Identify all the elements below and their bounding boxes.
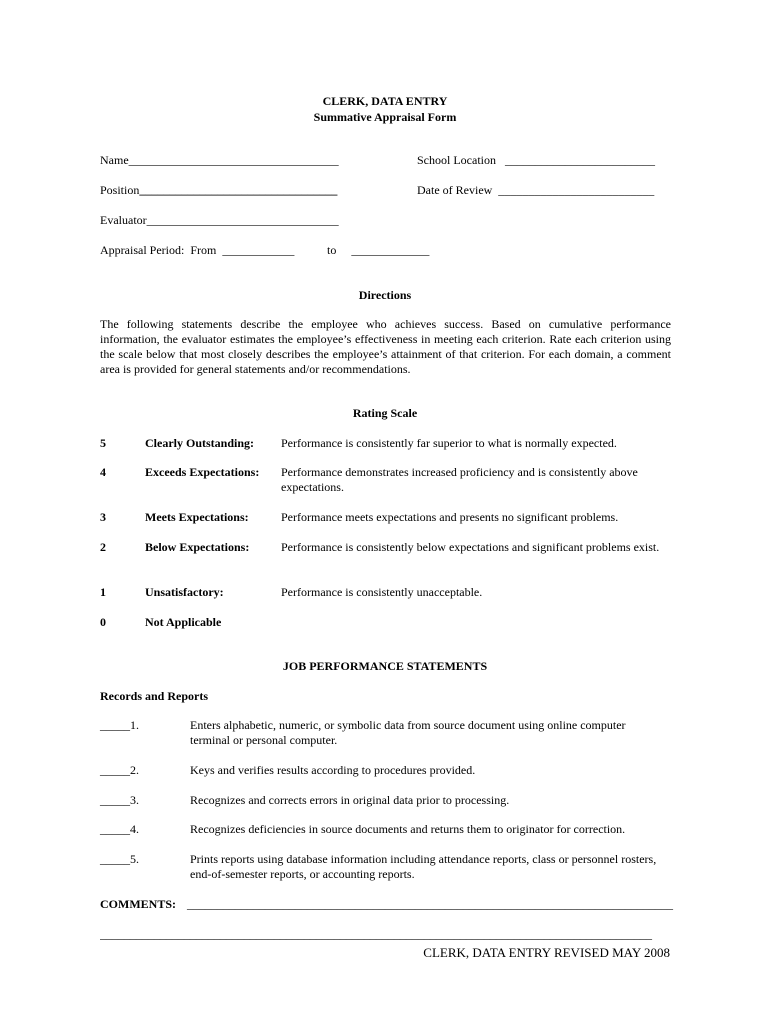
rating-description: Performance is consistently below expectations and significant problems exist. bbox=[281, 540, 660, 554]
job-performance-heading: JOB PERFORMANCE STATEMENTS bbox=[282, 659, 488, 673]
rating-description: Performance demonstrates increased proficiency and is consistently above expectations. bbox=[281, 465, 638, 494]
footer-text: CLERK, DATA ENTRY REVISED MAY 2008 bbox=[423, 945, 670, 960]
rating-scale-heading: Rating Scale bbox=[352, 406, 418, 420]
rating-blank[interactable]: _____1. bbox=[100, 718, 139, 732]
section-heading: Records and Reports bbox=[100, 689, 208, 703]
comments-field[interactable]: _________________________________________________________________________________ bbox=[187, 897, 673, 911]
rating-blank[interactable]: _____2. bbox=[100, 763, 139, 777]
rating-label: Exceeds Expectations: bbox=[145, 465, 260, 479]
rating-number: 4 bbox=[100, 465, 106, 479]
rating-label: Unsatisfactory: bbox=[145, 585, 224, 599]
rating-number: 0 bbox=[100, 615, 106, 629]
directions-text: The following statements describe the employee who achieves success. Based on cumulative performance information, the evaluator estimates the employee’s effectiveness in meeting each criterion. Rate each criterion using the scale below that most closely describes the employee’s attainment of that criterion. For each domain, a comment area is provided for general statements and/or recommendations. bbox=[100, 317, 671, 376]
rating-number: 5 bbox=[100, 436, 106, 450]
rating-number: 3 bbox=[100, 510, 106, 524]
rating-blank[interactable]: _____4. bbox=[100, 822, 139, 836]
rating-label: Not Applicable bbox=[145, 615, 222, 629]
statement-text: Recognizes and corrects errors in original data prior to processing. bbox=[190, 793, 510, 807]
directions-heading: Directions bbox=[358, 288, 412, 302]
rating-description: Performance meets expectations and presents no significant problems. bbox=[281, 510, 619, 524]
rating-number: 1 bbox=[100, 585, 106, 599]
school-location-field[interactable]: School Location _________________________ bbox=[417, 153, 655, 167]
name-field[interactable]: Name___________________________________ bbox=[100, 153, 339, 167]
evaluator-field[interactable]: Evaluator________________________________ bbox=[100, 213, 339, 227]
rating-number: 2 bbox=[100, 540, 106, 554]
rating-blank[interactable]: _____5. bbox=[100, 852, 139, 866]
rating-label: Clearly Outstanding: bbox=[145, 436, 255, 450]
date-of-review-field[interactable]: Date of Review __________________________ bbox=[417, 183, 655, 197]
position-field[interactable]: _________________________________ bbox=[139, 183, 338, 197]
statement-text: Prints reports using database information including attendance reports, class or personnel rosters, end-of-semester reports, or accounting reports. bbox=[190, 852, 657, 881]
rating-description: Performance is consistently far superior to what is normally expected. bbox=[281, 436, 617, 450]
page-title: CLERK, DATA ENTRY bbox=[322, 94, 448, 108]
position-label: Position bbox=[100, 183, 140, 197]
appraisal-period-to-field[interactable]: to _____________ bbox=[327, 243, 430, 257]
page-subtitle: Summative Appraisal Form bbox=[313, 110, 457, 124]
statement-text: Keys and verifies results according to procedures provided. bbox=[190, 763, 476, 777]
statement-text: Enters alphabetic, numeric, or symbolic data from source document using online computer terminal or personal computer. bbox=[190, 718, 626, 747]
statement-text: Recognizes deficiencies in source documents and returns them to originator for correction. bbox=[190, 822, 626, 836]
comments-label: COMMENTS: bbox=[100, 897, 176, 911]
position-field-label bbox=[100, 183, 337, 198]
rating-label: Meets Expectations: bbox=[145, 510, 249, 524]
rating-description: Performance is consistently unacceptable. bbox=[281, 585, 483, 599]
rating-blank[interactable]: _____3. bbox=[100, 793, 139, 807]
rating-label: Below Expectations: bbox=[145, 540, 250, 554]
appraisal-period-from-field[interactable]: Appraisal Period: From ____________ bbox=[100, 243, 295, 257]
comments-field-line[interactable]: ____________________________________________________________________________________________ bbox=[100, 927, 652, 941]
